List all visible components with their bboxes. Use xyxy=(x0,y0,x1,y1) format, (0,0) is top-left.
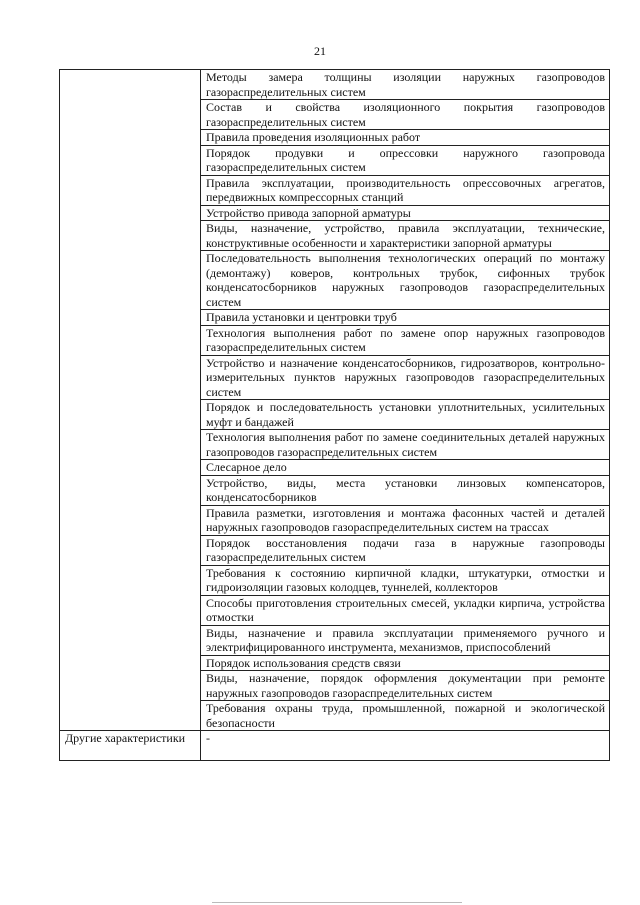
knowledge-item: Последовательность выполнения технологических операций по монтажу (демонтажу) коверов, контрольных трубок, сифонных трубок конденсатосборников наружных газопроводов газораспределительных систем xyxy=(201,251,610,310)
knowledge-item: Устройство и назначение конденсатосборников, гидрозатворов, контрольно-измерительных пунктов наружных газопроводов газораспределительных систем xyxy=(201,355,610,400)
knowledge-item: Виды, назначение, порядок оформления документации при ремонте наружных газопроводов газораспределительных систем xyxy=(201,671,610,701)
table-row xyxy=(60,70,610,100)
knowledge-item: Порядок продувки и опрессовки наружного газопровода газораспределительных систем xyxy=(201,145,610,175)
knowledge-item: Устройство привода запорной арматуры xyxy=(201,205,610,221)
requirements-table-body xyxy=(60,70,610,761)
knowledge-item: Правила эксплуатации, производительность опрессовочных агрегатов, передвижных компрессорных станций xyxy=(201,175,610,205)
knowledge-item: Правила разметки, изготовления и монтажа фасонных частей и деталей наружных газопроводов газораспределительных систем на трассах xyxy=(201,505,610,535)
page-number: 21 xyxy=(314,44,326,58)
other-characteristics-label: Другие характеристики xyxy=(60,731,201,761)
knowledge-item: Порядок и последовательность установки уплотнительных, усилительных муфт и бандажей xyxy=(201,400,610,430)
knowledge-item: Способы приготовления строительных смесей, укладки кирпича, устройства отмостки xyxy=(201,595,610,625)
requirements-table xyxy=(59,69,610,761)
knowledge-item: Правила установки и центровки труб xyxy=(201,310,610,326)
section-label-cell xyxy=(60,70,201,731)
knowledge-item: Устройство, виды, места установки линзовых компенсаторов, конденсатосборников xyxy=(201,475,610,505)
knowledge-item: Порядок восстановления подачи газа в наружные газопроводы газораспределительных систем xyxy=(201,535,610,565)
other-characteristics-value: - xyxy=(201,731,610,761)
knowledge-item: Методы замера толщины изоляции наружных газопроводов газораспределительных систем xyxy=(201,70,610,100)
knowledge-item: Порядок использования средств связи xyxy=(201,655,610,671)
knowledge-item: Технология выполнения работ по замене соединительных деталей наружных газопроводов газораспределительных систем xyxy=(201,430,610,460)
knowledge-item: Технология выполнения работ по замене опор наружных газопроводов газораспределительных систем xyxy=(201,325,610,355)
knowledge-item: Требования к состоянию кирпичной кладки, штукатурки, отмостки и гидроизоляции газовых колодцев, туннелей, коллекторов xyxy=(201,565,610,595)
knowledge-item: Состав и свойства изоляционного покрытия газопроводов газораспределительных систем xyxy=(201,100,610,130)
knowledge-item: Требования охраны труда, промышленной, пожарной и экологической безопасности xyxy=(201,701,610,731)
knowledge-item: Слесарное дело xyxy=(201,460,610,476)
bottom-scan-line xyxy=(212,902,462,903)
table-row xyxy=(60,731,610,761)
knowledge-item: Правила проведения изоляционных работ xyxy=(201,130,610,146)
knowledge-item: Виды, назначение, устройство, правила эксплуатации, технические, конструктивные особенности и характеристики запорной арматуры xyxy=(201,221,610,251)
knowledge-item: Виды, назначение и правила эксплуатации применяемого ручного и электрифицированного инструмента, механизмов, приспособлений xyxy=(201,625,610,655)
